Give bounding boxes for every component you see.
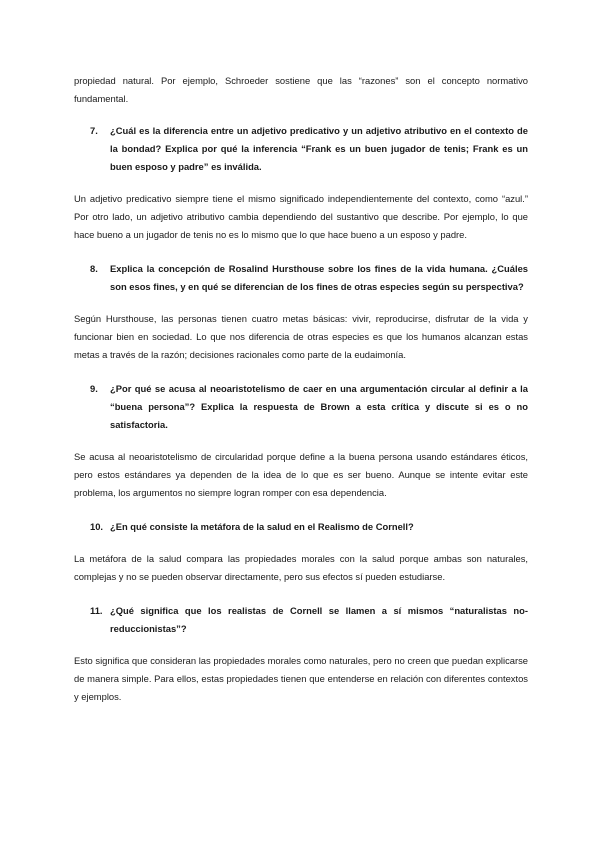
question-number: 7. [90, 125, 98, 136]
answer-7: Un adjetivo predicativo siempre tiene el mismo significado independientemente del contexto, como “azul.” Por otro lado, un adjetivo atributivo cambia dependiendo del sustantivo que describe. Por ejemplo, lo que hace bueno a un jugador de tenis no es lo mismo que lo que hace bueno a un esposo y padre. [74, 193, 528, 240]
question-7 [74, 122, 528, 176]
question-11 [74, 602, 528, 638]
answer-9: Se acusa al neoaristotelismo de circularidad porque define a la buena persona usando estándares éticos, pero estos estándares ya dependen de la idea de lo que es ser bueno. Aunque se intente evitar este problema, los argumentos no siempre logran romper con esa dependencia. [74, 451, 528, 498]
question-text: ¿En qué consiste la metáfora de la salud en el Realismo de Cornell? [110, 521, 414, 532]
answer-8: Según Hursthouse, las personas tienen cuatro metas básicas: vivir, reproducirse, disfrutar de la vida y funcionar bien en sociedad. Lo que nos diferencia de otras especies es que los humanos alcanzan estas metas a través de la razón; decisiones racionales como parte de la eudaimonía. [74, 313, 528, 360]
question-text: ¿Qué significa que los realistas de Cornell se llamen a sí mismos “naturalistas no-reduccionistas”? [110, 605, 528, 634]
question-number: 10. [90, 521, 104, 532]
question-number: 11. [90, 605, 103, 616]
question-8 [74, 260, 528, 296]
question-text: Explica la concepción de Rosalind Hursthouse sobre los fines de la vida humana. ¿Cuáles son esos fines, y en qué se diferencian de los fines de otras especies según su perspectiva? [110, 263, 528, 292]
intro-paragraph: propiedad natural. Por ejemplo, Schroeder sostiene que las “razones” son el concepto normativo fundamental. [74, 75, 528, 104]
question-number: 9. [90, 383, 98, 394]
question-number: 8. [90, 263, 98, 274]
question-text: ¿Cuál es la diferencia entre un adjetivo predicativo y un adjetivo atributivo en el contexto de la bondad? Explica por qué la inferencia “Frank es un buen jugador de tenis; Frank es un buen esposo y padre” es inválida. [110, 125, 528, 172]
answer-10: La metáfora de la salud compara las propiedades morales con la salud porque ambas son naturales, complejas y no se pueden observar directamente, pero sus efectos sí pueden estudiarse. [74, 553, 528, 582]
question-9 [74, 380, 528, 434]
question-text: ¿Por qué se acusa al neoaristotelismo de caer en una argumentación circular al definir a la “buena persona”? Explica la respuesta de Brown a esta crítica y discute si es o no satisfactoria. [110, 383, 528, 430]
document-body [74, 72, 528, 722]
question-10 [74, 518, 528, 536]
answer-11: Esto significa que consideran las propiedades morales como naturales, pero no creen que puedan explicarse de manera simple. Para ellos, estas propiedades tienen que entenderse en relación con diferentes contextos y ejemplos. [74, 655, 528, 702]
